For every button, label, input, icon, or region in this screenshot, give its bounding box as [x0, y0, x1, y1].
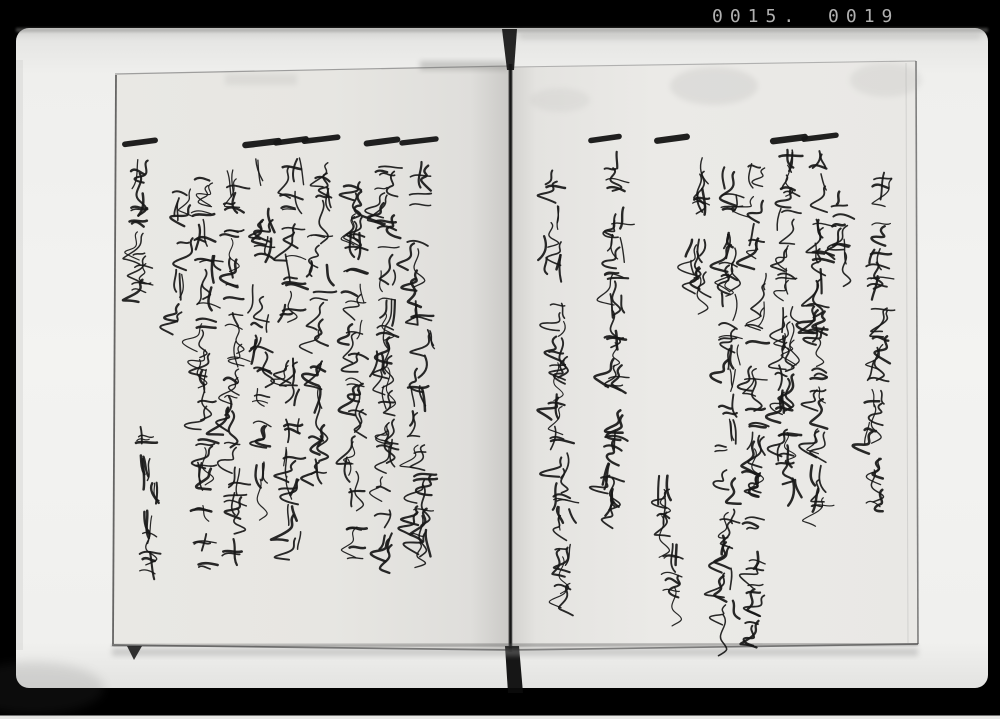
brush-stroke: [224, 203, 235, 204]
brush-stroke: [810, 390, 825, 392]
brush-stroke: [722, 293, 723, 306]
stain: [670, 67, 758, 105]
brush-stroke: [747, 592, 760, 593]
brush-stroke: [821, 269, 822, 293]
stain: [225, 74, 297, 85]
brush-stroke: [608, 278, 628, 279]
brush-stroke: [245, 141, 278, 145]
brush-stroke: [676, 545, 677, 565]
brush-stroke: [367, 140, 398, 144]
brush-stroke: [811, 378, 827, 379]
brush-stroke: [350, 547, 365, 548]
brush-stroke: [723, 208, 735, 209]
brush-stroke: [747, 528, 758, 529]
brush-stroke: [130, 221, 147, 222]
stain: [850, 63, 922, 97]
brush-stroke: [832, 205, 848, 206]
frame-counter: 0015. 0019: [712, 6, 900, 27]
brush-stroke: [658, 476, 659, 504]
gutter-top-smudge: [420, 61, 508, 70]
stain: [530, 88, 590, 112]
brush-stroke: [657, 137, 687, 141]
brush-stroke: [837, 192, 839, 205]
brush-stroke: [748, 585, 763, 586]
brush-stroke: [193, 214, 214, 216]
center-gutter-core: [510, 64, 512, 652]
left-page: [112, 66, 510, 650]
brush-stroke: [177, 242, 189, 243]
brush-stroke: [557, 206, 558, 222]
backdrop-streak: [520, 31, 980, 40]
brush-stroke: [136, 442, 157, 443]
brush-stroke: [773, 137, 805, 141]
brush-stroke: [617, 152, 618, 169]
brush-stroke: [379, 402, 395, 403]
brush-stroke: [304, 137, 337, 141]
brush-stroke: [376, 171, 388, 172]
brush-stroke: [776, 463, 793, 464]
brush-stroke: [550, 365, 565, 366]
film-frame-edge: [0, 716, 1000, 719]
brush-stroke: [783, 336, 785, 349]
brush-stroke: [223, 551, 241, 552]
brush-stroke: [125, 140, 155, 144]
brush-stroke: [555, 549, 567, 550]
brush-stroke: [314, 292, 337, 293]
brush-stroke: [283, 309, 306, 311]
backdrop-left-smudge: [16, 60, 23, 650]
brush-stroke: [746, 409, 765, 410]
brush-stroke: [279, 488, 296, 489]
brush-stroke: [780, 155, 803, 156]
brush-stroke: [865, 401, 880, 402]
book-bottom-shadow: [112, 648, 918, 656]
